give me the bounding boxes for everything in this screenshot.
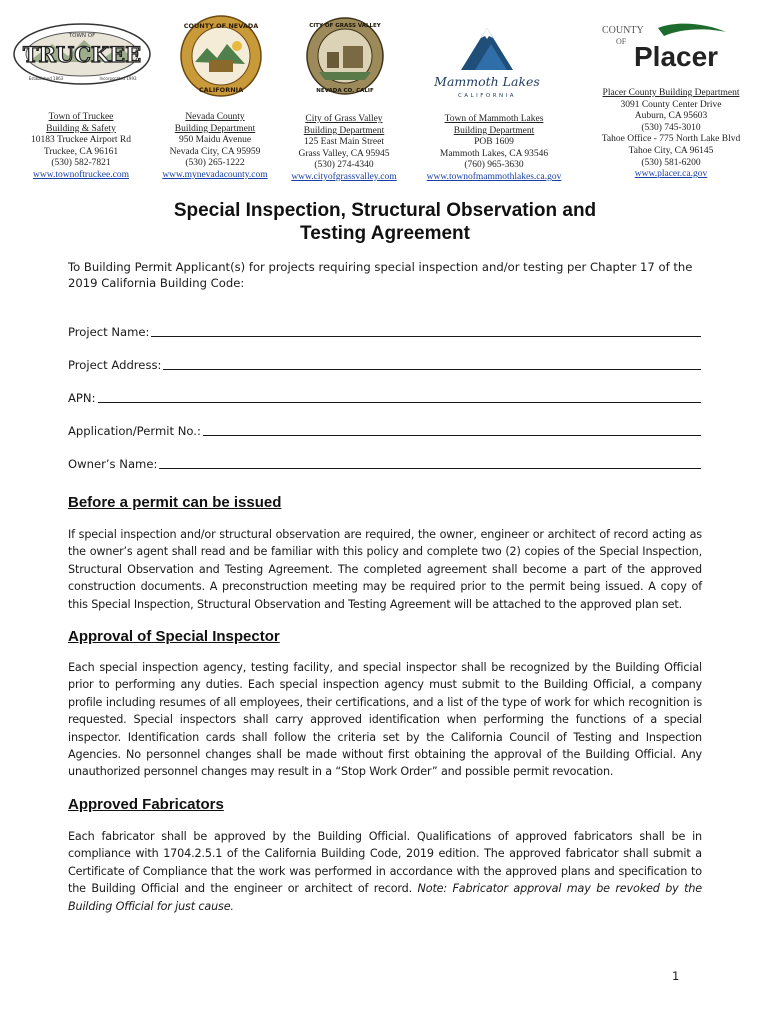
grass-valley-seal-ring-text: CITY OF GRASS VALLEY: [309, 23, 381, 29]
agency-grass-valley: [284, 114, 404, 184]
agency-nevada-city: Nevada City, CA 95959: [169, 146, 261, 157]
town-of-truckee-logo: [12, 22, 152, 86]
agency-placer-tahoe-phone: (530) 581-6200: [641, 157, 701, 168]
truckee-logo-main-text: TRUCKEE: [22, 42, 142, 67]
apn-line[interactable]: [98, 389, 701, 403]
mammoth-logo-text: Mammoth Lakes: [434, 74, 540, 89]
project-address-field[interactable]: [68, 355, 701, 373]
truckee-logo-established: Established 1863: [28, 76, 64, 81]
agency-mammoth-pob: POB 1609: [474, 137, 514, 148]
agency-grass-valley-dept: Building Department: [303, 125, 385, 136]
placer-logo-of-text: OF: [616, 37, 627, 46]
agency-placer-street: 3091 County Center Drive: [620, 99, 722, 110]
section-heading-approved-fabricators: Approved Fabricators: [68, 796, 224, 813]
owners-name-label: Owner’s Name:: [68, 457, 158, 471]
mammoth-lakes-logo: [425, 20, 549, 102]
placer-logo-main-text: Placer: [634, 41, 719, 72]
document-title-line2: Testing Agreement: [300, 223, 470, 244]
agency-nevada-dept: Building Department: [174, 123, 256, 134]
agency-truckee-link[interactable]: www.townoftruckee.com: [33, 169, 129, 180]
intro-text: To Building Permit Applicant(s) for projects requiring special inspection and/or testing per Chapter 17 of the 2019 California Building Code:: [68, 260, 693, 290]
application-permit-line[interactable]: [203, 422, 701, 436]
page-number: 1: [672, 969, 680, 983]
nevada-seal-bottom-text: CALIFORNIA: [198, 86, 244, 94]
agency-nevada-name: Nevada County: [185, 112, 245, 122]
agency-grass-valley-street: 125 East Main Street: [304, 137, 384, 148]
agency-mammoth-city: Mammoth Lakes, CA 93546: [439, 148, 549, 159]
agency-truckee: [22, 112, 140, 182]
agency-mammoth-phone: (760) 965-3630: [464, 160, 524, 171]
nevada-county-seal: [179, 14, 263, 98]
project-name-label: Project Name:: [68, 325, 150, 339]
section-heading-before-permit: Before a permit can be issued: [68, 494, 282, 511]
project-address-line[interactable]: [163, 356, 701, 370]
city-of-grass-valley-seal: [305, 14, 385, 98]
county-of-placer-logo: [598, 22, 740, 72]
agency-truckee-dept: Building & Safety: [46, 123, 116, 134]
owners-name-line[interactable]: [159, 455, 701, 469]
agency-mammoth-link[interactable]: www.townofmammothlakes.ca.gov: [426, 171, 562, 182]
agency-grass-valley-name: City of Grass Valley: [305, 114, 383, 124]
agency-grass-valley-city: Grass Valley, CA 95945: [298, 148, 390, 159]
agency-placer-tahoe-city: Tahoe City, CA 96145: [628, 145, 714, 156]
agency-truckee-city: Truckee, CA 96161: [43, 146, 119, 157]
agency-grass-valley-phone: (530) 274-4340: [314, 160, 374, 171]
owners-name-field[interactable]: [68, 454, 701, 472]
agency-placer-link[interactable]: www.placer.ca.gov: [634, 169, 708, 180]
fabricators-body-text: Each fabricator shall be approved by the Building Official. Qualifications of approved fabricators shall be in compliance with 1704.2.5.1 of the California Building Code, 2019 edition. The approved fabricator shall submit a Certificate of Compliance that the work was performed in accordance with the approved plans and specification to the Building Official and the engineer or architect of record.: [68, 830, 702, 896]
project-name-line[interactable]: [151, 323, 701, 337]
agency-placer-county: [586, 88, 756, 181]
section-body-approved-fabricators: [68, 828, 702, 915]
agency-truckee-street: 10183 Truckee Airport Rd: [30, 135, 131, 146]
section-body-before-permit: If special inspection and/or structural observation are required, the owner, engineer or architect of record acting as the owner’s agent shall read and be familiar with this policy and complete two (2) copies of the Special Inspection, Structural Observation and Testing Agreement. The completed agreement shall become a part of the approved construction documents. A preconstruction meeting may be required prior to the permit being issued. A copy of this Special Inspection, Structural Observation and Testing Agreement will be attached to the approved plan set.: [68, 528, 702, 611]
agency-nevada-street: 950 Maidu Avenue: [178, 135, 252, 146]
section-heading-approval-special-inspector: Approval of Special Inspector: [68, 628, 280, 645]
nevada-seal-ring-text: COUNTY OF NEVADA: [183, 22, 259, 30]
application-permit-field[interactable]: [68, 421, 701, 439]
document-title: [0, 199, 770, 245]
apn-field[interactable]: [68, 388, 701, 406]
agency-mammoth-name: Town of Mammoth Lakes: [444, 114, 544, 124]
agency-mammoth-lakes: [420, 114, 568, 184]
agency-placer-tahoe-office: Tahoe Office - 775 North Lake Blvd: [601, 134, 741, 145]
agency-placer-phone: (530) 745-3010: [641, 122, 701, 133]
agency-mammoth-dept: Building Department: [453, 125, 535, 136]
apn-label: APN:: [68, 391, 96, 405]
truckee-logo-top-text: TOWN OF: [68, 33, 96, 39]
agency-nevada-link[interactable]: www.mynevadacounty.com: [162, 169, 268, 180]
project-name-field[interactable]: [68, 322, 701, 340]
agency-nevada-county: [156, 112, 274, 182]
project-address-label: Project Address:: [68, 358, 162, 372]
agency-nevada-phone: (530) 265-1222: [185, 158, 245, 169]
mammoth-logo-sub-text: CALIFORNIA: [457, 93, 517, 99]
grass-valley-seal-bottom-text: NEVADA CO. CALIF: [316, 88, 374, 94]
section-body-approval-special-inspector: Each special inspection agency, testing facility, and special inspector shall be recognized by the Building Official prior to performing any duties. Each special inspection agency must submit to the Building Official, a company profile including resumes of all employees, their certifications, and a list of the type of work for which recognition is requested. Special inspectors shall carry approved identification when performing the functions of a special inspector. Identification cards shall follow the criteria set by the California Council of Testing and Inspection Agencies. No personnel changes shall be made without first obtaining the approval of the Building Official. Any unauthorized personnel changes may result in a “Stop Work Order” and possible permit revocation.: [68, 661, 702, 779]
truckee-logo-incorporated: Incorporated 1993: [99, 76, 137, 81]
agency-placer-name: Placer County Building Department: [602, 88, 740, 98]
placer-logo-county-text: COUNTY: [602, 25, 644, 36]
agency-truckee-phone: (530) 582-7821: [51, 158, 111, 169]
application-permit-label: Application/Permit No.:: [68, 424, 201, 438]
document-title-line1: Special Inspection, Structural Observation and: [173, 200, 597, 221]
agency-placer-city: Auburn, CA 95603: [634, 111, 708, 122]
fabricators-note-text: Note: Fabricator approval may be revoked by the Building Official for just cause.: [68, 882, 702, 913]
agency-truckee-name: Town of Truckee: [48, 112, 114, 122]
agency-grass-valley-link[interactable]: www.cityofgrassvalley.com: [291, 171, 397, 182]
